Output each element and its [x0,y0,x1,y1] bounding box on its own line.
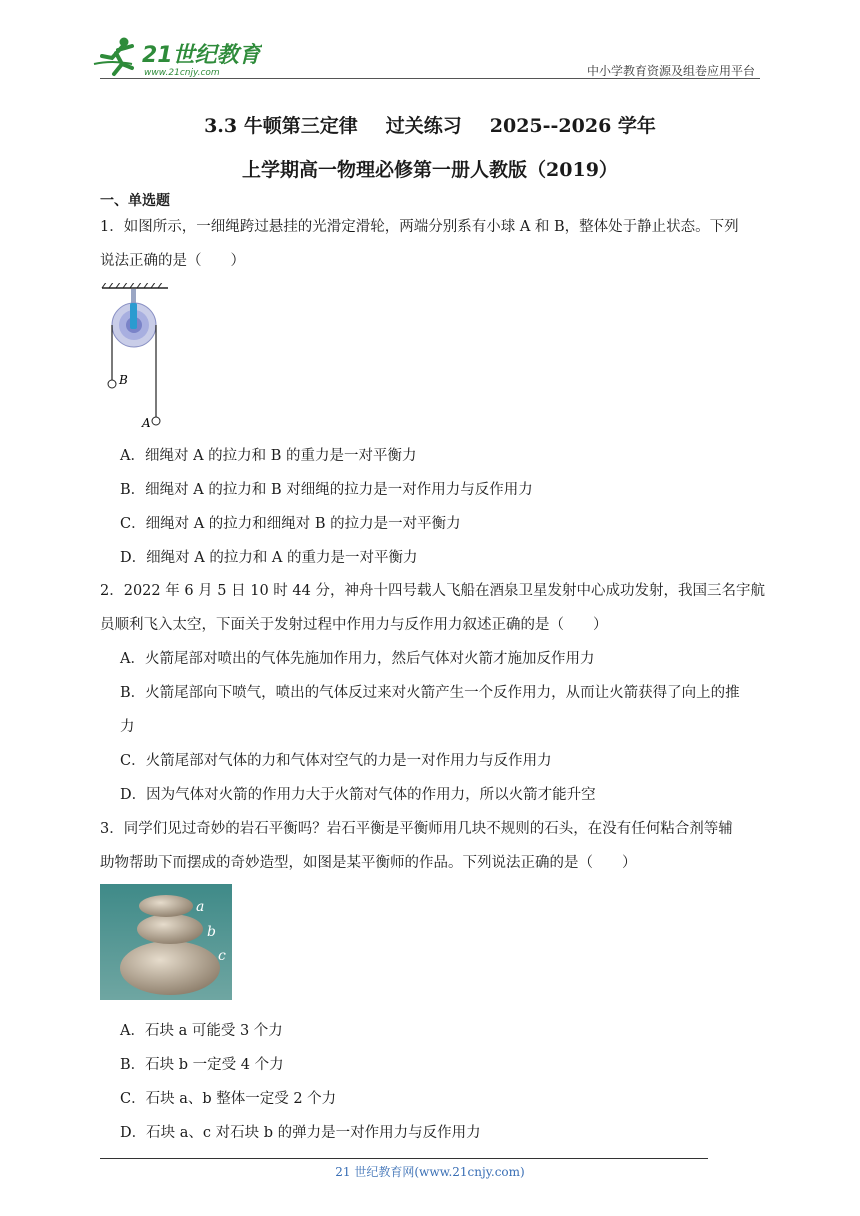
question-2-stem: 2．2022 年 6 月 5 日 10 时 44 分，神舟十四号载人飞船在酒泉卫星发射中心成功发射，我国三名宇航 员顺利飞入太空，下面关于发射过程中作用力与反作用力叙述正确的是（ ） [100,583,765,633]
svg-text:21世纪教育: 21世纪教育 [142,43,261,68]
svg-text:www.21cnjy.com: www.21cnjy.com [144,68,220,78]
pulley-figure [98,283,178,428]
page-subtitle: 上学期高一物理必修第一册人教版（2019） [242,159,618,181]
footer-divider [100,1158,708,1159]
q1-option-a[interactable]: A．细绳对 A 的拉力和 B 的重力是一对平衡力 [120,448,417,464]
section-heading: 一、单选题 [100,193,170,209]
svg-text:B: B [119,373,128,387]
q2-option-a[interactable]: A．火箭尾部对喷出的气体先施加作用力，然后气体对火箭才施加反作用力 [120,651,595,667]
question-1-stem: 1．如图所示，一细绳跨过悬挂的光滑定滑轮，两端分别系有小球 A 和 B，整体处于静止状态。下列 说法正确的是（ ） [100,219,739,269]
page-title: 3.3 牛顿第三定律 过关练习 2025--2026 学年 [204,115,656,137]
platform-name: 中小学教育资源及组卷应用平台 [586,64,755,78]
svg-text:A: A [142,416,151,428]
q3-option-d[interactable]: D．石块 a、c 对石块 b 的弹力是一对作用力与反作用力 [120,1125,481,1141]
q2-option-b-cont: 力 [120,719,135,735]
runner-icon [94,38,132,75]
q1-option-d[interactable]: D．细绳对 A 的拉力和 A 的重力是一对平衡力 [120,550,418,566]
q2-option-c[interactable]: C．火箭尾部对气体的力和气体对空气的力是一对作用力与反作用力 [120,753,552,769]
site-logo [92,34,262,78]
question-3-stem: 3．同学们见过奇妙的岩石平衡吗？岩石平衡是平衡师用几块不规则的石头，在没有任何粘合剂等辅 助物帮助下而摆成的奇妙造型，如图是某平衡师的作品。下列说法正确的是（ ） [100,821,733,871]
svg-text:a: a [196,899,205,915]
header-divider [100,78,760,79]
q3-option-b[interactable]: B．石块 b 一定受 4 个力 [120,1057,284,1073]
q1-option-c[interactable]: C．细绳对 A 的拉力和细绳对 B 的拉力是一对平衡力 [120,516,461,532]
q1-option-b[interactable]: B．细绳对 A 的拉力和 B 对细绳的拉力是一对作用力与反作用力 [120,482,533,498]
q2-option-b[interactable]: B．火箭尾部向下喷气，喷出的气体反过来对火箭产生一个反作用力，从而让火箭获得了向上的推 [120,685,740,701]
q3-option-a[interactable]: A．石块 a 可能受 3 个力 [120,1023,283,1039]
q2-option-d[interactable]: D．因为气体对火箭的作用力大于火箭对气体的作用力，所以火箭才能升空 [120,787,596,803]
q3-option-c[interactable]: C．石块 a、b 整体一定受 2 个力 [120,1091,337,1107]
footer-link[interactable]: 21 世纪教育网(www.21cnjy.com) [335,1165,525,1179]
rock-balance-photo [100,884,232,1000]
svg-text:b: b [207,924,216,940]
svg-text:c: c [218,948,226,964]
